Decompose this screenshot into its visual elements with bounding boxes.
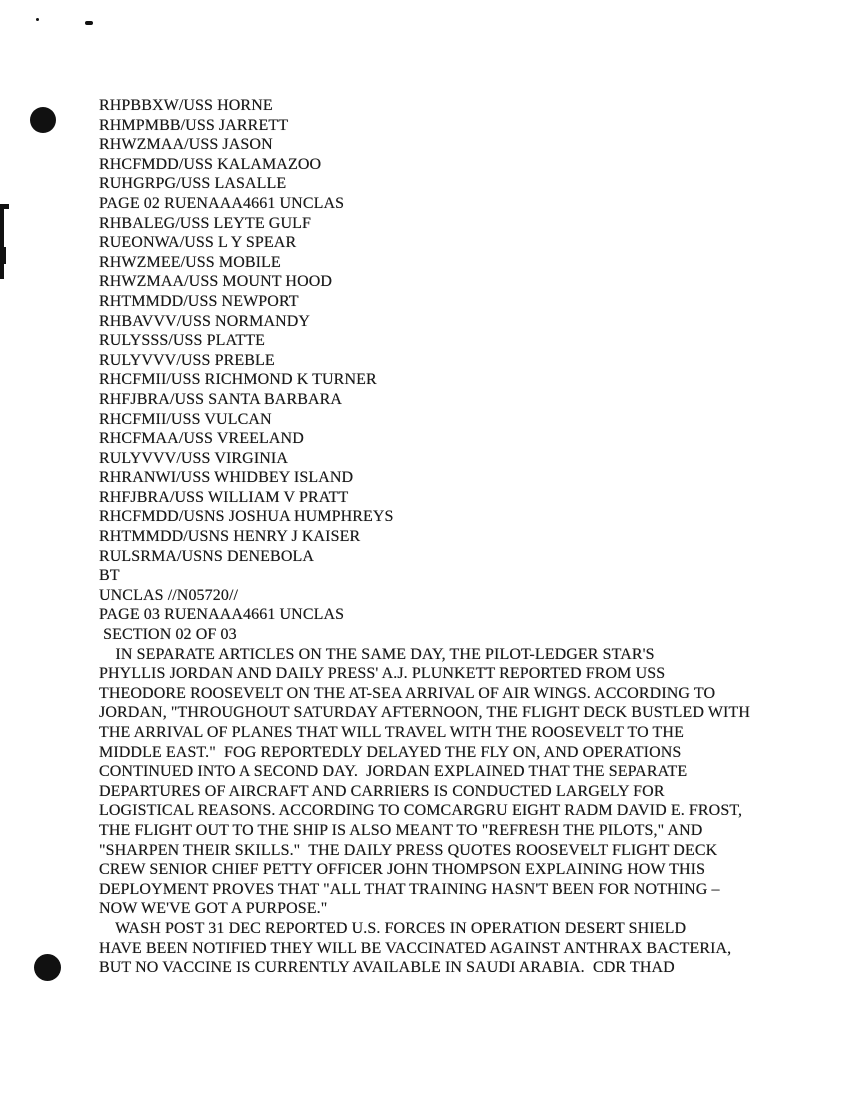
text-line: JORDAN, "THROUGHOUT SATURDAY AFTERNOON, THE FLIGHT DECK BUSTLED WITH xyxy=(99,704,750,722)
text-line: IN SEPARATE ARTICLES ON THE SAME DAY, THE PILOT-LEDGER STAR'S xyxy=(99,645,655,663)
text-line: RULSRMA/USNS DENEBOLA xyxy=(99,547,315,565)
text-line: PHYLLIS JORDAN AND DAILY PRESS' A.J. PLUNKETT REPORTED FROM USS xyxy=(99,665,666,683)
text-line: RULYVVV/USS VIRGINIA xyxy=(99,449,288,467)
text-line: BT xyxy=(99,567,120,585)
speck-mark xyxy=(85,21,93,25)
text-line: RHCFMDD/USNS JOSHUA HUMPHREYS xyxy=(99,508,394,526)
text-line: SECTION 02 OF 03 xyxy=(99,626,237,644)
text-line: RHBAVVV/USS NORMANDY xyxy=(99,312,311,330)
text-line: RHCFMII/USS RICHMOND K TURNER xyxy=(99,371,377,389)
address-list xyxy=(99,96,750,566)
text-line: RULYSSS/USS PLATTE xyxy=(99,332,266,350)
text-line: PAGE 03 RUENAAA4661 UNCLAS xyxy=(99,606,345,624)
text-line: HAVE BEEN NOTIFIED THEY WILL BE VACCINATED AGAINST ANTHRAX BACTERIA, xyxy=(99,939,732,957)
text-line: RULYVVV/USS PREBLE xyxy=(99,351,275,369)
text-line: THE FLIGHT OUT TO THE SHIP IS ALSO MEANT TO "REFRESH THE PILOTS," AND xyxy=(99,821,703,839)
hole-punch-mark-bottom xyxy=(34,954,61,981)
hole-punch-mark-top xyxy=(30,107,56,133)
text-line: RUHGRPG/USS LASALLE xyxy=(99,175,287,193)
text-line: DEPARTURES OF AIRCRAFT AND CARRIERS IS CONDUCTED LARGELY FOR xyxy=(99,782,665,800)
text-line: RHBALEG/USS LEYTE GULF xyxy=(99,214,311,232)
text-line: WASH POST 31 DEC REPORTED U.S. FORCES IN OPERATION DESERT SHIELD xyxy=(99,919,687,937)
message-body xyxy=(99,645,750,978)
message-header-lines xyxy=(99,566,750,644)
text-line: RHWZMEE/USS MOBILE xyxy=(99,253,281,271)
text-line: RHPBBXW/USS HORNE xyxy=(99,97,273,114)
text-line: THE ARRIVAL OF PLANES THAT WILL TRAVEL WITH THE ROOSEVELT TO THE xyxy=(99,724,684,741)
page-edge-mark xyxy=(0,209,4,279)
text-line: RHFJBRA/USS WILLIAM V PRATT xyxy=(99,488,349,506)
text-line: CREW SENIOR CHIEF PETTY OFFICER JOHN THOMPSON EXPLAINING HOW THIS xyxy=(99,861,706,879)
text-line: PAGE 02 RUENAAA4661 UNCLAS xyxy=(99,194,345,212)
text-line: MIDDLE EAST." FOG REPORTEDLY DELAYED THE FLY ON, AND OPERATIONS xyxy=(99,743,682,761)
text-line: RHRANWI/USS WHIDBEY ISLAND xyxy=(99,469,354,487)
text-line: "SHARPEN THEIR SKILLS." THE DAILY PRESS QUOTES ROOSEVELT FLIGHT DECK xyxy=(99,841,718,859)
text-line: RHMPMBB/USS JARRETT xyxy=(99,116,289,134)
text-line: RHWZMAA/USS MOUNT HOOD xyxy=(99,273,333,291)
text-line: CONTINUED INTO A SECOND DAY. JORDAN EXPLAINED THAT THE SEPARATE xyxy=(99,763,688,781)
text-line: LOGISTICAL REASONS. ACCORDING TO COMCARGRU EIGHT RADM DAVID E. FROST, xyxy=(99,802,743,820)
text-line: RHCFMII/USS VULCAN xyxy=(99,410,272,428)
text-line: RUEONWA/USS L Y SPEAR xyxy=(99,234,297,252)
text-line: RHTMMDD/USS NEWPORT xyxy=(99,292,299,310)
text-line: RHCFMAA/USS VREELAND xyxy=(99,430,304,448)
text-line: RHTMMDD/USNS HENRY J KAISER xyxy=(99,528,361,546)
text-line: DEPLOYMENT PROVES THAT "ALL THAT TRAINING HASN'T BEEN FOR NOTHING – xyxy=(99,880,720,898)
page-edge-mark xyxy=(0,247,6,264)
text-line: NOW WE'VE GOT A PURPOSE." xyxy=(99,900,328,918)
message-text-block xyxy=(99,96,750,978)
text-line: RHCFMDD/USS KALAMAZOO xyxy=(99,155,322,173)
text-line: BUT NO VACCINE IS CURRENTLY AVAILABLE IN SAUDI ARABIA. CDR THAD xyxy=(99,959,675,977)
text-line: RHWZMAA/USS JASON xyxy=(99,136,273,154)
speck-mark xyxy=(36,18,39,21)
text-line: THEODORE ROOSEVELT ON THE AT-SEA ARRIVAL OF AIR WINGS. ACCORDING TO xyxy=(99,684,716,702)
text-line: UNCLAS //N05720// xyxy=(99,586,239,604)
text-line: RHFJBRA/USS SANTA BARBARA xyxy=(99,390,343,408)
